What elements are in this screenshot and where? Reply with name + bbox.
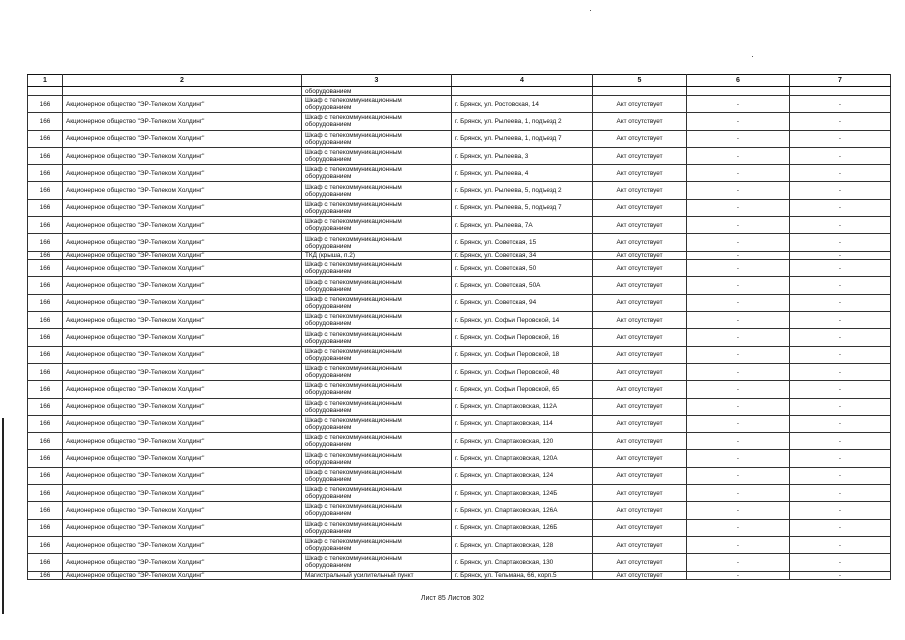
table-row — [28, 147, 891, 164]
col6-cell: - — [687, 96, 790, 113]
organization-cell: Акционерное общество "ЭР-Телеком Холдинг" — [63, 415, 302, 432]
table-row — [28, 415, 891, 432]
address-cell: г. Брянск, ул. Спартаковская, 124Б — [452, 485, 593, 502]
continuation-row — [28, 87, 891, 96]
row-number-cell: 166 — [28, 312, 63, 329]
organization-cell: Акционерное общество "ЭР-Телеком Холдинг" — [63, 433, 302, 450]
col6-cell: - — [687, 130, 790, 147]
address-cell: г. Брянск, ул. Софьи Перовской, 48 — [452, 363, 593, 380]
row-number-cell: 166 — [28, 130, 63, 147]
object-cell: Шкаф с телекоммуникационным оборудованием — [302, 277, 452, 294]
act-status-cell: Акт отсутствует — [593, 329, 687, 346]
col6-cell: - — [687, 363, 790, 380]
act-status-cell: Акт отсутствует — [593, 519, 687, 536]
row-number-cell: 166 — [28, 96, 63, 113]
row-number-cell: 166 — [28, 485, 63, 502]
table-row — [28, 363, 891, 380]
col7-cell: - — [790, 277, 891, 294]
table-row — [28, 312, 891, 329]
col6-cell: - — [687, 147, 790, 164]
act-status-cell: Акт отсутствует — [593, 363, 687, 380]
table-cell — [593, 87, 687, 96]
act-status-cell: Акт отсутствует — [593, 450, 687, 467]
act-status-cell: Акт отсутствует — [593, 251, 687, 260]
organization-cell: Акционерное общество "ЭР-Телеком Холдинг" — [63, 217, 302, 234]
act-status-cell: Акт отсутствует — [593, 113, 687, 130]
object-cell: Шкаф с телекоммуникационным оборудованием — [302, 519, 452, 536]
organization-cell: Акционерное общество "ЭР-Телеком Холдинг" — [63, 130, 302, 147]
col7-cell: - — [790, 519, 891, 536]
object-cell: Магистральный усилительный пункт — [302, 571, 452, 580]
object-cell: Шкаф с телекоммуникационным оборудованием — [302, 536, 452, 553]
col6-cell: - — [687, 519, 790, 536]
row-number-cell: 166 — [28, 346, 63, 363]
col7-cell: - — [790, 450, 891, 467]
row-number-cell: 166 — [28, 113, 63, 130]
continuation-object-cell: оборудованием — [302, 87, 452, 96]
organization-cell: Акционерное общество "ЭР-Телеком Холдинг" — [63, 450, 302, 467]
row-number-cell: 166 — [28, 433, 63, 450]
table-row — [28, 217, 891, 234]
col6-cell: - — [687, 433, 790, 450]
table-row — [28, 554, 891, 571]
row-number-cell: 166 — [28, 260, 63, 277]
organization-cell: Акционерное общество "ЭР-Телеком Холдинг" — [63, 147, 302, 164]
row-number-cell: 166 — [28, 571, 63, 580]
col6-cell: - — [687, 260, 790, 277]
col6-cell: - — [687, 113, 790, 130]
address-cell: г. Брянск, ул. Софьи Перовской, 65 — [452, 381, 593, 398]
row-number-cell: 166 — [28, 294, 63, 311]
address-cell: г. Брянск, ул. Спартаковская, 126Б — [452, 519, 593, 536]
col7-cell: - — [790, 433, 891, 450]
act-status-cell: Акт отсутствует — [593, 260, 687, 277]
act-status-cell: Акт отсутствует — [593, 96, 687, 113]
act-status-cell: Акт отсутствует — [593, 217, 687, 234]
address-cell: г. Брянск, ул. Спартаковская, 112А — [452, 398, 593, 415]
col6-cell: - — [687, 165, 790, 182]
organization-cell: Акционерное общество "ЭР-Телеком Холдинг" — [63, 113, 302, 130]
address-cell: г. Брянск, ул. Тельмана, 66, корп.5 — [452, 571, 593, 580]
object-cell: Шкаф с телекоммуникационным оборудованием — [302, 260, 452, 277]
col7-cell: - — [790, 234, 891, 251]
table-row — [28, 234, 891, 251]
row-number-cell: 166 — [28, 398, 63, 415]
table-row — [28, 485, 891, 502]
col7-cell: - — [790, 485, 891, 502]
col6-cell: - — [687, 312, 790, 329]
row-number-cell: 166 — [28, 502, 63, 519]
scan-speck — [752, 56, 753, 57]
object-cell: Шкаф с телекоммуникационным оборудованием — [302, 502, 452, 519]
table-row — [28, 113, 891, 130]
organization-cell: Акционерное общество "ЭР-Телеком Холдинг" — [63, 467, 302, 484]
organization-cell: Акционерное общество "ЭР-Телеком Холдинг" — [63, 294, 302, 311]
act-status-cell: Акт отсутствует — [593, 234, 687, 251]
organization-cell: Акционерное общество "ЭР-Телеком Холдинг" — [63, 554, 302, 571]
col7-cell: - — [790, 147, 891, 164]
organization-cell: Акционерное общество "ЭР-Телеком Холдинг" — [63, 312, 302, 329]
address-cell: г. Брянск, ул. Софьи Перовской, 16 — [452, 329, 593, 346]
col7-cell: - — [790, 312, 891, 329]
col6-cell: - — [687, 381, 790, 398]
col6-cell: - — [687, 182, 790, 199]
act-status-cell: Акт отсутствует — [593, 485, 687, 502]
table-row — [28, 130, 891, 147]
col7-cell: - — [790, 467, 891, 484]
act-status-cell: Акт отсутствует — [593, 199, 687, 216]
col6-cell: - — [687, 217, 790, 234]
table-row — [28, 398, 891, 415]
act-status-cell: Акт отсутствует — [593, 294, 687, 311]
row-number-cell: 166 — [28, 519, 63, 536]
act-status-cell: Акт отсутствует — [593, 536, 687, 553]
address-cell: г. Брянск, ул. Ростовская, 14 — [452, 96, 593, 113]
organization-cell: Акционерное общество "ЭР-Телеком Холдинг" — [63, 536, 302, 553]
page-footer: Лист 85 Листов 302 — [420, 595, 485, 602]
header-col-4: 4 — [452, 75, 593, 87]
address-cell: г. Брянск, ул. Софьи Перовской, 14 — [452, 312, 593, 329]
table-row — [28, 467, 891, 484]
organization-cell: Акционерное общество "ЭР-Телеком Холдинг" — [63, 329, 302, 346]
table-row — [28, 536, 891, 553]
act-status-cell: Акт отсутствует — [593, 165, 687, 182]
table-row — [28, 165, 891, 182]
col7-cell: - — [790, 165, 891, 182]
col7-cell: - — [790, 113, 891, 130]
row-number-cell: 166 — [28, 363, 63, 380]
object-cell: Шкаф с телекоммуникационным оборудованием — [302, 329, 452, 346]
organization-cell: Акционерное общество "ЭР-Телеком Холдинг" — [63, 165, 302, 182]
organization-cell: Акционерное общество "ЭР-Телеком Холдинг" — [63, 398, 302, 415]
organization-cell: Акционерное общество "ЭР-Телеком Холдинг" — [63, 346, 302, 363]
table-row — [28, 251, 891, 260]
row-number-cell: 166 — [28, 199, 63, 216]
organization-cell: Акционерное общество "ЭР-Телеком Холдинг" — [63, 519, 302, 536]
header-col-6: 6 — [687, 75, 790, 87]
col7-cell: - — [790, 398, 891, 415]
col7-cell: - — [790, 199, 891, 216]
act-status-cell: Акт отсутствует — [593, 130, 687, 147]
col6-cell: - — [687, 554, 790, 571]
object-cell: Шкаф с телекоммуникационным оборудованием — [302, 96, 452, 113]
address-cell: г. Брянск, ул. Рылеева, 1, подъезд 2 — [452, 113, 593, 130]
object-cell: Шкаф с телекоммуникационным оборудованием — [302, 346, 452, 363]
col7-cell: - — [790, 251, 891, 260]
object-cell: Шкаф с телекоммуникационным оборудованием — [302, 165, 452, 182]
address-cell: г. Брянск, ул. Советская, 94 — [452, 294, 593, 311]
row-number-cell: 166 — [28, 165, 63, 182]
header-col-1: 1 — [28, 75, 63, 87]
address-cell: г. Брянск, ул. Советская, 15 — [452, 234, 593, 251]
address-cell: г. Брянск, ул. Рылеева, 7А — [452, 217, 593, 234]
col7-cell: - — [790, 554, 891, 571]
table-cell — [28, 87, 63, 96]
address-cell: г. Брянск, ул. Советская, 50 — [452, 260, 593, 277]
act-status-cell: Акт отсутствует — [593, 346, 687, 363]
col7-cell: - — [790, 346, 891, 363]
object-cell: Шкаф с телекоммуникационным оборудованием — [302, 294, 452, 311]
col6-cell: - — [687, 415, 790, 432]
address-cell: г. Брянск, ул. Рылеева, 1, подъезд 7 — [452, 130, 593, 147]
col7-cell: - — [790, 130, 891, 147]
col7-cell: - — [790, 415, 891, 432]
table-cell — [790, 87, 891, 96]
table-cell — [452, 87, 593, 96]
act-status-cell: Акт отсутствует — [593, 398, 687, 415]
col6-cell: - — [687, 502, 790, 519]
organization-cell: Акционерное общество "ЭР-Телеком Холдинг" — [63, 96, 302, 113]
col7-cell: - — [790, 182, 891, 199]
col7-cell: - — [790, 329, 891, 346]
col7-cell: - — [790, 363, 891, 380]
row-number-cell: 166 — [28, 450, 63, 467]
page-edge-line — [2, 418, 4, 614]
row-number-cell: 166 — [28, 147, 63, 164]
object-cell: Шкаф с телекоммуникационным оборудованием — [302, 113, 452, 130]
act-status-cell: Акт отсутствует — [593, 571, 687, 580]
col7-cell: - — [790, 536, 891, 553]
object-cell: Шкаф с телекоммуникационным оборудованием — [302, 312, 452, 329]
address-cell: г. Брянск, ул. Рылеева, 5, подъезд 7 — [452, 199, 593, 216]
address-cell: г. Брянск, ул. Спартаковская, 126А — [452, 502, 593, 519]
col6-cell: - — [687, 450, 790, 467]
header-col-2: 2 — [63, 75, 302, 87]
row-number-cell: 166 — [28, 467, 63, 484]
table-row — [28, 346, 891, 363]
act-status-cell: Акт отсутствует — [593, 433, 687, 450]
col6-cell: - — [687, 346, 790, 363]
table-row — [28, 450, 891, 467]
object-cell: Шкаф с телекоммуникационным оборудованием — [302, 415, 452, 432]
table-row — [28, 381, 891, 398]
organization-cell: Акционерное общество "ЭР-Телеком Холдинг" — [63, 251, 302, 260]
act-status-cell: Акт отсутствует — [593, 277, 687, 294]
table-row — [28, 199, 891, 216]
table-row — [28, 329, 891, 346]
address-cell: г. Брянск, ул. Рылеева, 5, подъезд 2 — [452, 182, 593, 199]
organization-cell: Акционерное общество "ЭР-Телеком Холдинг" — [63, 571, 302, 580]
col7-cell: - — [790, 294, 891, 311]
organization-cell: Акционерное общество "ЭР-Телеком Холдинг" — [63, 234, 302, 251]
object-cell: Шкаф с телекоммуникационным оборудованием — [302, 182, 452, 199]
row-number-cell: 166 — [28, 182, 63, 199]
col6-cell: - — [687, 398, 790, 415]
table-row — [28, 571, 891, 580]
object-cell: Шкаф с телекоммуникационным оборудованием — [302, 130, 452, 147]
object-cell: Шкаф с телекоммуникационным оборудованием — [302, 485, 452, 502]
col6-cell: - — [687, 571, 790, 580]
organization-cell: Акционерное общество "ЭР-Телеком Холдинг" — [63, 182, 302, 199]
object-cell: Шкаф с телекоммуникационным оборудованием — [302, 381, 452, 398]
table-row — [28, 182, 891, 199]
act-status-cell: Акт отсутствует — [593, 147, 687, 164]
organization-cell: Акционерное общество "ЭР-Телеком Холдинг" — [63, 199, 302, 216]
header-col-5: 5 — [593, 75, 687, 87]
table-cell — [63, 87, 302, 96]
address-cell: г. Брянск, ул. Софьи Перовской, 18 — [452, 346, 593, 363]
table-row — [28, 260, 891, 277]
act-status-cell: Акт отсутствует — [593, 502, 687, 519]
object-cell: ТКД (крыша, п.2) — [302, 251, 452, 260]
row-number-cell: 166 — [28, 329, 63, 346]
address-cell: г. Брянск, ул. Советская, 50А — [452, 277, 593, 294]
address-cell: г. Брянск, ул. Спартаковская, 120А — [452, 450, 593, 467]
col6-cell: - — [687, 467, 790, 484]
row-number-cell: 166 — [28, 251, 63, 260]
act-status-cell: Акт отсутствует — [593, 467, 687, 484]
col7-cell: - — [790, 381, 891, 398]
address-cell: г. Брянск, ул. Спартаковская, 128 — [452, 536, 593, 553]
object-cell: Шкаф с телекоммуникационным оборудованием — [302, 217, 452, 234]
table-row — [28, 433, 891, 450]
row-number-cell: 166 — [28, 536, 63, 553]
table-row — [28, 502, 891, 519]
col7-cell: - — [790, 260, 891, 277]
objects-table — [27, 74, 891, 580]
col6-cell: - — [687, 251, 790, 260]
row-number-cell: 166 — [28, 381, 63, 398]
row-number-cell: 166 — [28, 277, 63, 294]
organization-cell: Акционерное общество "ЭР-Телеком Холдинг" — [63, 260, 302, 277]
organization-cell: Акционерное общество "ЭР-Телеком Холдинг" — [63, 502, 302, 519]
col6-cell: - — [687, 329, 790, 346]
organization-cell: Акционерное общество "ЭР-Телеком Холдинг" — [63, 277, 302, 294]
object-cell: Шкаф с телекоммуникационным оборудованием — [302, 398, 452, 415]
col7-cell: - — [790, 96, 891, 113]
col7-cell: - — [790, 217, 891, 234]
col6-cell: - — [687, 199, 790, 216]
col6-cell: - — [687, 234, 790, 251]
col7-cell: - — [790, 571, 891, 580]
organization-cell: Акционерное общество "ЭР-Телеком Холдинг" — [63, 363, 302, 380]
act-status-cell: Акт отсутствует — [593, 415, 687, 432]
table-row — [28, 96, 891, 113]
act-status-cell: Акт отсутствует — [593, 381, 687, 398]
object-cell: Шкаф с телекоммуникационным оборудованием — [302, 147, 452, 164]
table-cell — [687, 87, 790, 96]
address-cell: г. Брянск, ул. Рылеева, 3 — [452, 147, 593, 164]
table-row — [28, 519, 891, 536]
address-cell: г. Брянск, ул. Спартаковская, 114 — [452, 415, 593, 432]
row-number-cell: 166 — [28, 234, 63, 251]
address-cell: г. Брянск, ул. Рылеева, 4 — [452, 165, 593, 182]
act-status-cell: Акт отсутствует — [593, 312, 687, 329]
object-cell: Шкаф с телекоммуникационным оборудованием — [302, 234, 452, 251]
row-number-cell: 166 — [28, 217, 63, 234]
table-row — [28, 294, 891, 311]
object-cell: Шкаф с телекоммуникационным оборудованием — [302, 199, 452, 216]
col6-cell: - — [687, 485, 790, 502]
object-cell: Шкаф с телекоммуникационным оборудованием — [302, 554, 452, 571]
row-number-cell: 166 — [28, 554, 63, 571]
act-status-cell: Акт отсутствует — [593, 182, 687, 199]
header-row — [28, 75, 891, 87]
object-cell: Шкаф с телекоммуникационным оборудованием — [302, 467, 452, 484]
row-number-cell: 166 — [28, 415, 63, 432]
col6-cell: - — [687, 277, 790, 294]
object-cell: Шкаф с телекоммуникационным оборудованием — [302, 433, 452, 450]
address-cell: г. Брянск, ул. Спартаковская, 130 — [452, 554, 593, 571]
scan-speck — [590, 10, 591, 11]
col7-cell: - — [790, 502, 891, 519]
address-cell: г. Брянск, ул. Спартаковская, 124 — [452, 467, 593, 484]
organization-cell: Акционерное общество "ЭР-Телеком Холдинг" — [63, 485, 302, 502]
act-status-cell: Акт отсутствует — [593, 554, 687, 571]
organization-cell: Акционерное общество "ЭР-Телеком Холдинг" — [63, 381, 302, 398]
header-col-7: 7 — [790, 75, 891, 87]
header-col-3: 3 — [302, 75, 452, 87]
address-cell: г. Брянск, ул. Советская, 34 — [452, 251, 593, 260]
col6-cell: - — [687, 294, 790, 311]
address-cell: г. Брянск, ул. Спартаковская, 120 — [452, 433, 593, 450]
col6-cell: - — [687, 536, 790, 553]
object-cell: Шкаф с телекоммуникационным оборудованием — [302, 450, 452, 467]
table-row — [28, 277, 891, 294]
object-cell: Шкаф с телекоммуникационным оборудованием — [302, 363, 452, 380]
